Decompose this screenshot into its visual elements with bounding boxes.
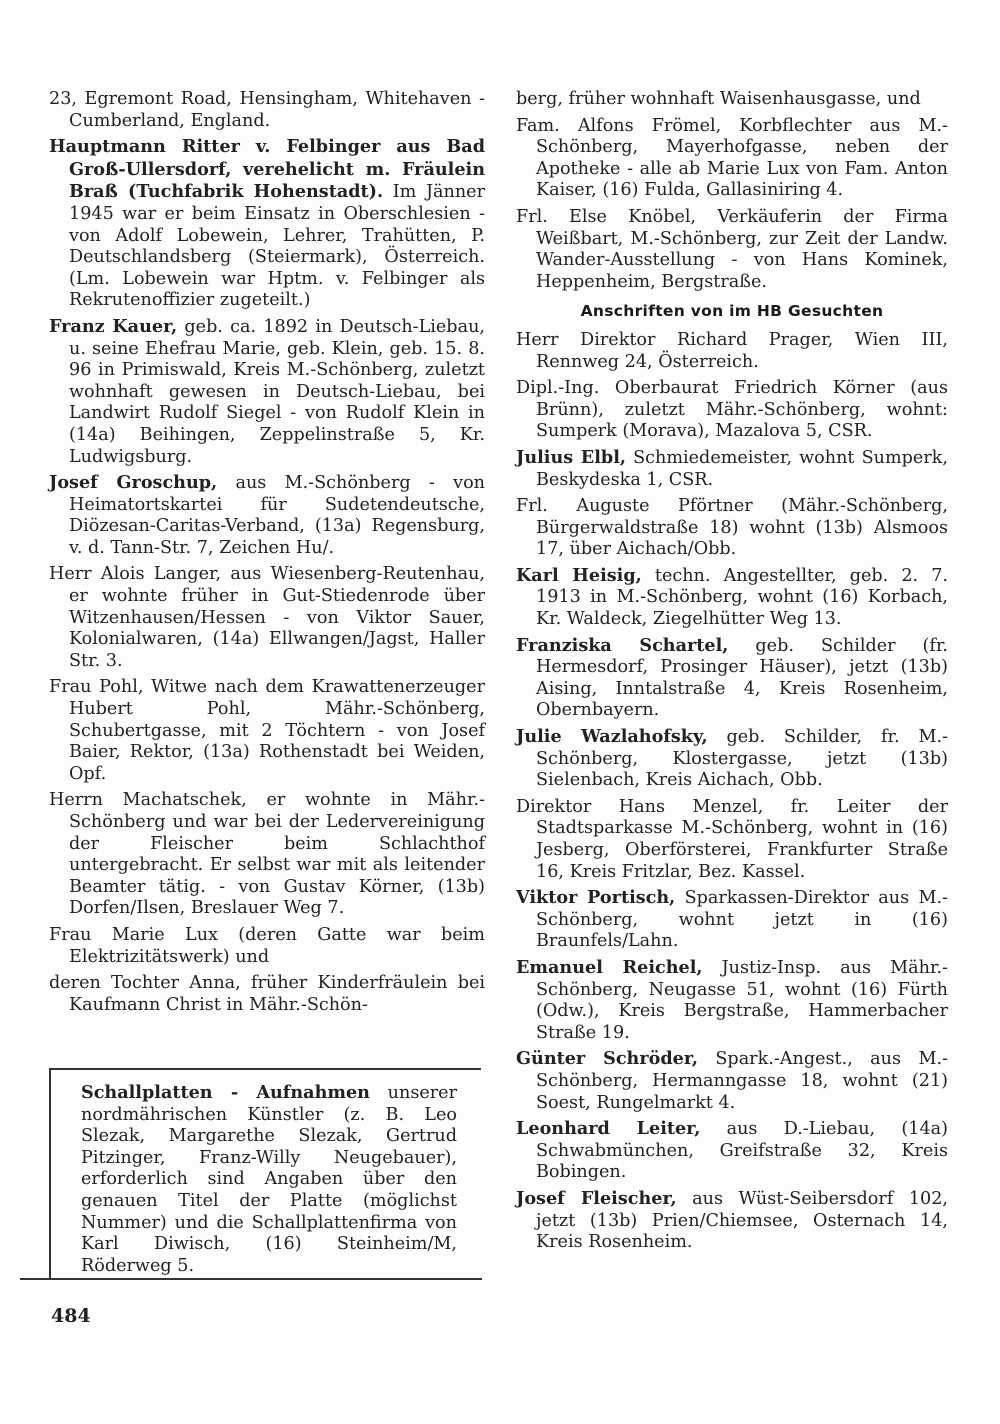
entry: Frau Marie Lux (deren Gatte war beim Elektrizitätswerk) und <box>49 924 485 967</box>
entry: Franz Kauer, geb. ca. 1892 in Deutsch-Liebau, u. seine Ehefrau Marie, geb. Klein, geb. 15. 8. 96 in Primiswald, Kreis M.-Schönberg, zuletzt wohnhaft gewesen in Deutsch-Liebau, bei Landwirt Rudolf Siegel - von Rudolf Klein in (14a) Beihingen, Zeppelinstraße 5, Kr. Ludwigsburg. <box>49 315 485 467</box>
notice-rule <box>20 1278 482 1280</box>
entry: Hauptmann Ritter v. Felbinger aus Bad Groß-Ullersdorf, verehelicht m. Fräulein Braß (Tuchfabrik Hohenstadt). Im Jänner 1945 war er beim Einsatz in Oberschlesien - von Adolf Lobewein, Lehrer, Trahütten, P. Deutschlandsberg (Steiermark), Österreich. (Lm. Lobewein war Hptm. v. Felbinger als Rekrutenoffizier zugeteilt.) <box>49 136 485 311</box>
notice-box <box>49 1068 481 1280</box>
entry: Direktor Hans Menzel, fr. Leiter der Stadtsparkasse M.-Schönberg, wohnt in (16) Jesberg, Oberförsterei, Frankfurter Straße 16, Kreis Fritzlar, Bez. Kassel. <box>516 796 948 882</box>
entry: Frl. Else Knöbel, Verkäuferin der Firma Weißbart, M.-Schönberg, zur Zeit der Landw. Wander-Ausstellung - von Hans Kominek, Heppenheim, Bergstraße. <box>516 206 948 292</box>
entry: Herr Alois Langer, aus Wiesenberg-Reutenhau, er wohnte früher in Gut-Stiedenrode über Witzenhausen/Hessen - von Viktor Sauer, Kolonialwaren, (14a) Ellwangen/Jagst, Haller Str. 3. <box>49 564 485 671</box>
entry: Dipl.-Ing. Oberbaurat Friedrich Körner (aus Brünn), zuletzt Mähr.-Schönberg, wohnt: Sumperk (Morava), Mazalova 5, CSR. <box>516 378 948 442</box>
entry: Josef Fleischer, aus Wüst-Seibersdorf 102, jetzt (13b) Prien/Chiemsee, Osternach 14, Kreis Rosenheim. <box>516 1187 949 1253</box>
entry: 23, Egremont Road, Hensingham, Whitehaven - Cumberland, England. <box>49 89 485 131</box>
entry: Frau Pohl, Witwe nach dem Krawattenerzeuger Hubert Pohl, Mähr.-Schönberg, Schubertgasse, mit 2 Töchtern - von Josef Baier, Rektor, (13a) Rothenstadt bei Weiden, Opf. <box>49 677 485 784</box>
entry: Emanuel Reichel, Justiz-Insp. aus Mähr.-Schönberg, Neugasse 51, wohnt (16) Fürth (Odw.), Kreis Bergstraße, Hammerbacher Straße 19. <box>516 956 948 1043</box>
page-number: 484 <box>51 1305 91 1327</box>
section-heading: Anschriften von im HB Gesuchten <box>580 302 884 321</box>
entry: Herr Direktor Richard Prager, Wien III, Rennweg 24, Österreich. <box>516 329 948 372</box>
entry: Franziska Schartel, geb. Schilder (fr. Hermesdorf, Prosinger Häuser), jetzt (13b) Aising, Inntalstraße 4, Kreis Rosenheim, Obernbayern. <box>516 634 949 721</box>
entry: Karl Heisig, techn. Angestellter, geb. 2. 7. 1913 in M.-Schönberg, wohnt (16) Korbach, Kr. Waldeck, Ziegelhütter Weg 13. <box>516 564 948 630</box>
entry: deren Tochter Anna, früher Kinderfräulein bei Kaufmann Christ in Mähr.-Schön- <box>49 973 485 1015</box>
entry: berg, früher wohnhaft Waisenhausgasse, und <box>516 89 921 109</box>
entry: Viktor Portisch, Sparkassen-Direktor aus M.-Schönberg, wohnt jetzt in (16) Braunfels/Lahn. <box>516 887 948 952</box>
entry: Günter Schröder, Spark.-Angest., aus M.-Schönberg, Hermanngasse 18, wohnt (21) Soest, Rungelmarkt 4. <box>516 1048 948 1113</box>
entry: Julius Elbl, Schmiedemeister, wohnt Sumperk, Beskydeska 1, CSR. <box>516 446 948 490</box>
notice-text: Schallplatten - Aufnahmen unserer nordmährischen Künstler (z. B. Leo Slezak, Margarethe Slezak, Gertrud Pitzinger, Franz-Willy Neugebauer), erforderlich sind Angaben über den genauen Titel der Platte (möglichst Nummer) und die Schallplattenfirma von Karl Diwisch, (16) Steinheim/M, Röderweg 5. <box>81 1082 458 1276</box>
entry: Fam. Alfons Frömel, Korbflechter aus M.-Schönberg, Mayerhofgasse, neben der Apotheke - alle ab Marie Lux von Fam. Anton Kaiser, (16) Fulda, Gallasiniring 4. <box>516 115 948 201</box>
entry: Frl. Auguste Pförtner (Mähr.-Schönberg, Bürgerwaldstraße 18) wohnt (13b) Alsmoos 17, über Aichach/Obb. <box>516 496 948 560</box>
entry: Leonhard Leiter, aus D.-Liebau, (14a) Schwabmünchen, Greifstraße 32, Kreis Bobingen. <box>516 1118 948 1183</box>
entry: Julie Wazlahofsky, geb. Schilder, fr. M.-Schönberg, Klostergasse, jetzt (13b) Sielenbach, Kreis Aichach, Obb. <box>516 726 948 791</box>
entry: Josef Groschup, aus M.-Schönberg - von Heimatortskartei für Sudetendeutsche, Diözesan-Caritas-Verband, (13a) Regensburg, v. d. Tann-Str. 7, Zeichen Hu/. <box>49 472 485 558</box>
left-column <box>49 88 485 1020</box>
right-column <box>516 88 948 1258</box>
entry: Herrn Machatschek, er wohnte in Mähr.-Schönberg und war bei der Ledervereinigung der Fleischer beim Schlachthof untergebracht. Er selbst war mit als leitender Beamter tätig. - von Gustav Körner, (13b) Dorfen/Ilsen, Breslauer Weg 7. <box>49 790 485 919</box>
